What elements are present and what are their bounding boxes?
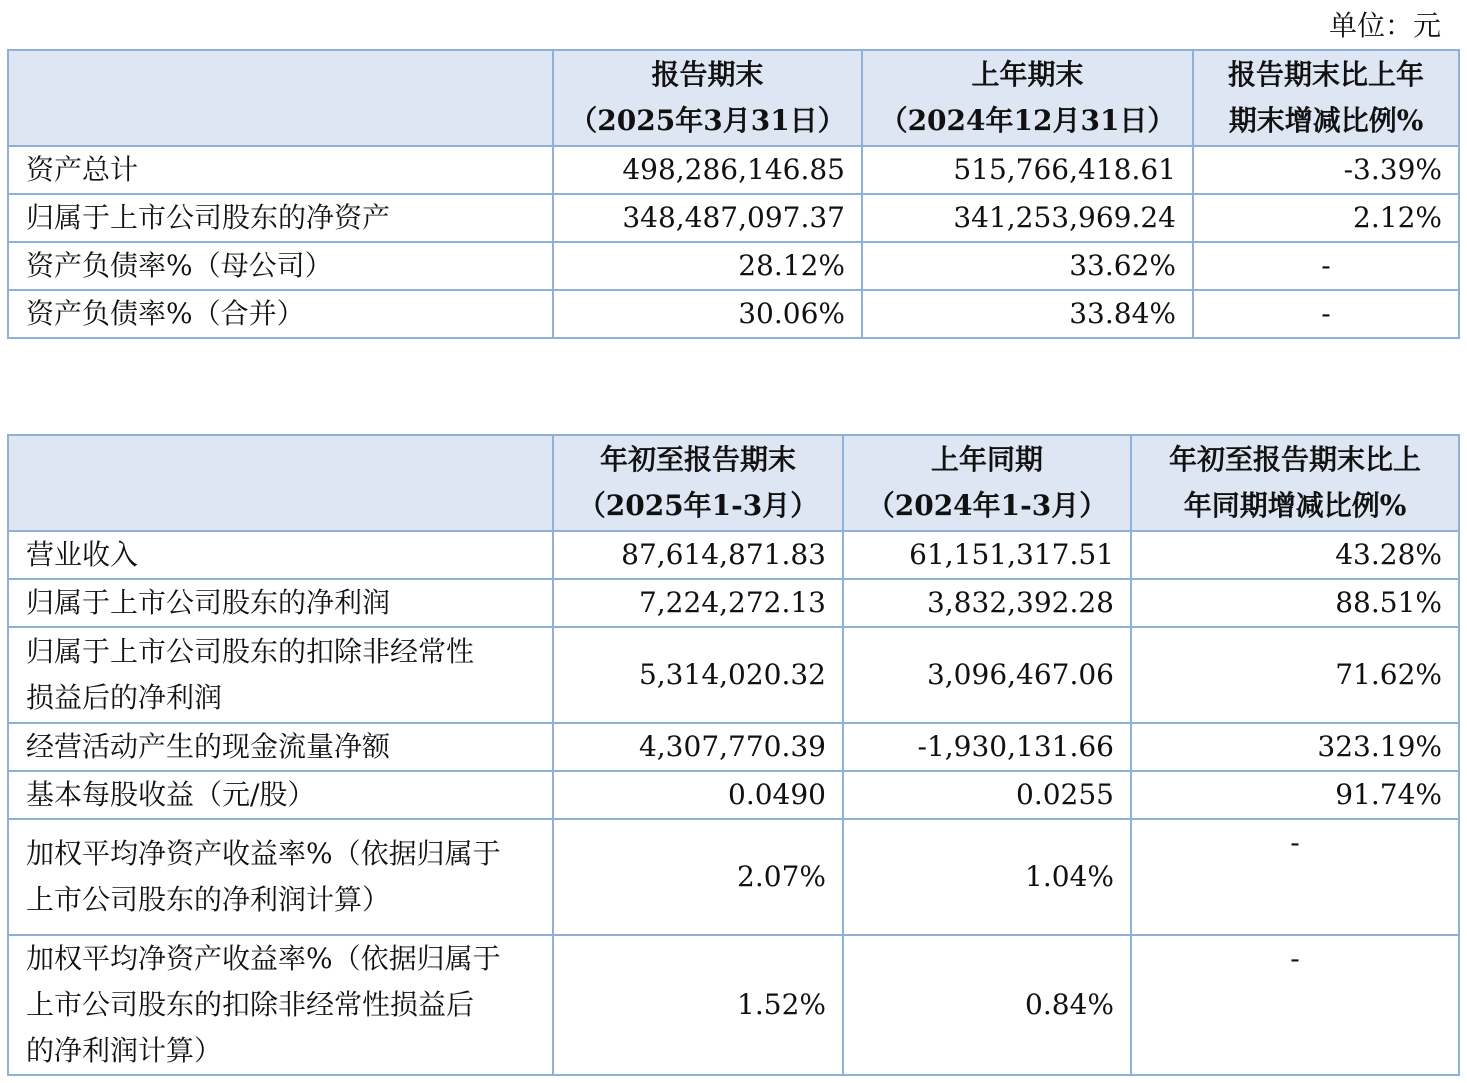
row-label: 经营活动产生的现金流量净额 — [8, 723, 553, 771]
table-row — [8, 819, 1459, 935]
table-row — [8, 146, 1459, 194]
row-label: 归属于上市公司股东的净利润 — [8, 579, 553, 627]
row-label: 资产总计 — [8, 146, 553, 194]
cell-value: 87,614,871.83 — [553, 531, 843, 579]
row-label: 归属于上市公司股东的净资产 — [8, 194, 553, 242]
table-row — [8, 627, 1459, 723]
row-label: 资产负债率%（母公司） — [8, 242, 553, 290]
header-cell-ytd: 年初至报告期末 （2025年1-3月） — [553, 435, 843, 531]
cell-value: 0.0490 — [553, 771, 843, 819]
unit-label: 单位：元 — [1328, 9, 1441, 42]
row-label: 资产负债率%（合并） — [8, 290, 553, 338]
header-cell-blank — [8, 50, 553, 146]
cell-value: 2.12% — [1193, 194, 1459, 242]
cell-value: 498,286,146.85 — [553, 146, 862, 194]
row-label: 营业收入 — [8, 531, 553, 579]
cell-value: -1,930,131.66 — [843, 723, 1131, 771]
cell-value: 0.0255 — [843, 771, 1131, 819]
cell-value: - — [1131, 819, 1459, 935]
table-row — [8, 242, 1459, 290]
cell-value: 1.52% — [553, 935, 843, 1075]
row-label: 加权平均净资产收益率%（依据归属于 上市公司股东的扣除非经常性损益后 的净利润计算） — [8, 935, 553, 1075]
header-cell-prior-period: 上年同期 （2024年1-3月） — [843, 435, 1131, 531]
cell-value: -3.39% — [1193, 146, 1459, 194]
cell-value: 71.62% — [1131, 627, 1459, 723]
cell-value: 0.84% — [843, 935, 1131, 1075]
header-cell-change-pct: 年初至报告期末比上 年同期增减比例% — [1131, 435, 1459, 531]
cell-value: 7,224,272.13 — [553, 579, 843, 627]
income-indicators-table — [7, 434, 1460, 1076]
cell-value: 341,253,969.24 — [862, 194, 1193, 242]
row-label: 归属于上市公司股东的扣除非经常性 损益后的净利润 — [8, 627, 553, 723]
table-row — [8, 935, 1459, 1075]
table-row — [8, 531, 1459, 579]
cell-value: 5,314,020.32 — [553, 627, 843, 723]
cell-value: - — [1193, 242, 1459, 290]
cell-value: 3,832,392.28 — [843, 579, 1131, 627]
table-header-row — [8, 435, 1459, 531]
header-cell-period-end: 报告期末 （2025年3月31日） — [553, 50, 862, 146]
table-row — [8, 771, 1459, 819]
header-cell-change-pct: 报告期末比上年 期末增减比例% — [1193, 50, 1459, 146]
cell-value: 91.74% — [1131, 771, 1459, 819]
cell-value: 323.19% — [1131, 723, 1459, 771]
row-label: 加权平均净资产收益率%（依据归属于 上市公司股东的净利润计算） — [8, 819, 553, 935]
balance-indicators-table — [7, 49, 1460, 339]
cell-value: 3,096,467.06 — [843, 627, 1131, 723]
table-row — [8, 194, 1459, 242]
cell-value: 43.28% — [1131, 531, 1459, 579]
cell-value: 28.12% — [553, 242, 862, 290]
cell-value: 348,487,097.37 — [553, 194, 862, 242]
header-cell-prior-year-end: 上年期末 （2024年12月31日） — [862, 50, 1193, 146]
cell-value: 61,151,317.51 — [843, 531, 1131, 579]
cell-value: 2.07% — [553, 819, 843, 935]
cell-value: 515,766,418.61 — [862, 146, 1193, 194]
table-header-row — [8, 50, 1459, 146]
cell-value: 88.51% — [1131, 579, 1459, 627]
header-cell-blank — [8, 435, 553, 531]
cell-value: 4,307,770.39 — [553, 723, 843, 771]
cell-value: 30.06% — [553, 290, 862, 338]
table-row — [8, 723, 1459, 771]
cell-value: - — [1131, 935, 1459, 1075]
row-label: 基本每股收益（元/股） — [8, 771, 553, 819]
cell-value: 1.04% — [843, 819, 1131, 935]
table-row — [8, 579, 1459, 627]
cell-value: 33.84% — [862, 290, 1193, 338]
cell-value: 33.62% — [862, 242, 1193, 290]
cell-value: - — [1193, 290, 1459, 338]
table-row — [8, 290, 1459, 338]
